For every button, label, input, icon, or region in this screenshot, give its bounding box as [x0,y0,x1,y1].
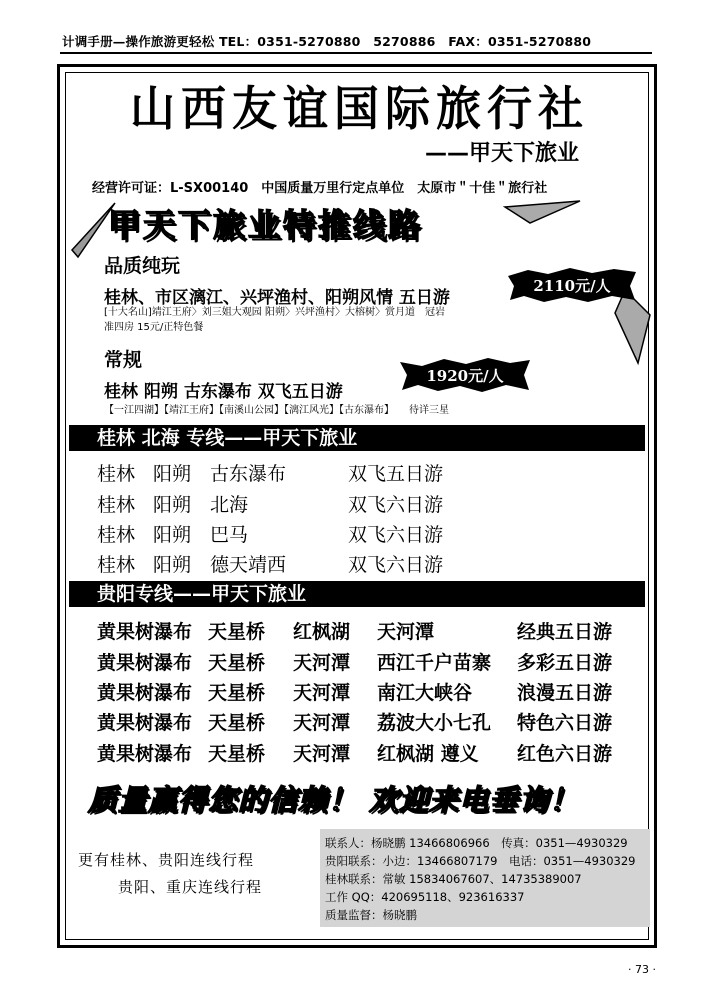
route-cell: 黄果树瀑布 [97,621,193,643]
route-cell: 双飞五日游 [348,463,444,485]
route-cell: 阳朔 [153,463,192,485]
license-line: 经营许可证：L-SX00140 中国质量万里行定点单位 太原市＂十佳＂旅行社 [92,181,548,196]
contact-line: 工作 QQ：420695118、923616337 [325,890,525,904]
route-cell: 天星桥 [208,743,266,765]
route-cell: 南江大峡谷 [377,682,473,704]
route-cell: 浪漫五日游 [517,682,613,704]
route-cell: 阳朔 [153,494,192,516]
route-cell: 天星桥 [208,712,266,734]
normal-label: 常规 [104,349,143,371]
route-cell: 天星桥 [208,621,266,643]
route-cell: 桂林 [97,524,136,546]
route-cell: 天河潭 [293,652,351,674]
route-cell: 双飞六日游 [348,524,444,546]
route-cell: 北海 [210,494,249,516]
route-cell: 巴马 [210,524,249,546]
route-cell: 红枫湖 遵义 [377,743,479,765]
route-cell: 黄果树瀑布 [97,652,193,674]
route-cell: 天河潭 [293,682,351,704]
normal-route: 桂林 阳朔 古东瀑布 双飞五日游 [104,382,343,402]
normal-price-tag [400,358,530,392]
quality-details-line1: [十大名山]靖江王府〉刘三姐大观园 阳朔〉兴坪渔村〉大榕树〉赏月道 冠岩 [104,307,445,318]
route-cell: 天河潭 [377,621,435,643]
page-number: · 73 · [628,963,656,976]
route-cell: 桂林 [97,463,136,485]
route-cell: 桂林 [97,554,136,576]
route-cell: 黄果树瀑布 [97,712,193,734]
agency-subtitle: ——甲天下旅业 [425,141,580,166]
quality-details-line2: 准四房 15元/正特色餐 [104,322,204,333]
guiyang-section-header: 贵阳专线——甲天下旅业 [69,581,645,607]
quality-price: 2110元/人 [533,277,611,295]
quality-label: 品质纯玩 [104,255,181,277]
special-routes-title: 甲天下旅业特推线路 [108,206,424,244]
route-cell: 红色六日游 [517,743,613,765]
contact-line: 质量监督：杨晓鹏 [325,908,417,922]
route-cell: 阳朔 [153,524,192,546]
route-cell: 黄果树瀑布 [97,682,193,704]
normal-price: 1920元/人 [426,367,504,385]
page-header: 计调手册—操作旅游更轻松 TEL：0351-5270880 5270886 FAX：0351-5270880 [62,34,592,49]
route-cell: 经典五日游 [517,621,613,643]
route-cell: 古东瀑布 [210,463,287,485]
route-cell: 黄果树瀑布 [97,743,193,765]
route-cell: 双飞六日游 [348,494,444,516]
normal-details: 【一江四湖】【靖江王府】【南溪山公园】【漓江风光】【古东瀑布】 待详三星 [104,405,449,416]
contact-line: 联系人：杨晓鹏 13466806966 传真：0351—4930329 [325,836,628,850]
more-routes-line1: 更有桂林、贵阳连线行程 [78,851,255,869]
route-cell: 西江千户苗寨 [377,652,492,674]
route-cell: 德天靖西 [210,554,287,576]
quality-route: 桂林、市区漓江、兴坪渔村、阳朔风情 五日游 [104,288,450,308]
slogan: 质量赢得您的信赖！ 欢迎来电垂询！ [88,783,580,817]
route-cell: 天河潭 [293,712,351,734]
more-routes-line2: 贵阳、重庆连线行程 [118,878,263,896]
route-cell: 红枫湖 [293,621,351,643]
route-cell: 天河潭 [293,743,351,765]
route-cell: 阳朔 [153,554,192,576]
route-cell: 桂林 [97,494,136,516]
header-divider [60,52,652,54]
contact-line: 桂林联系：常敏 15834067607、14735389007 [325,872,582,886]
contact-box [320,829,650,927]
route-cell: 特色六日游 [517,712,613,734]
route-cell: 天星桥 [208,652,266,674]
contact-line: 贵阳联系：小边：13466807179 电话：0351—4930329 [325,854,636,868]
route-cell: 天星桥 [208,682,266,704]
route-cell: 多彩五日游 [517,652,613,674]
agency-title: 山西友谊国际旅行社 [130,80,590,137]
guilin-section-header: 桂林 北海 专线——甲天下旅业 [69,425,645,451]
route-cell: 双飞六日游 [348,554,444,576]
route-cell: 荔波大小七孔 [377,712,492,734]
quality-price-tag [508,268,636,302]
quality-details [104,305,584,335]
